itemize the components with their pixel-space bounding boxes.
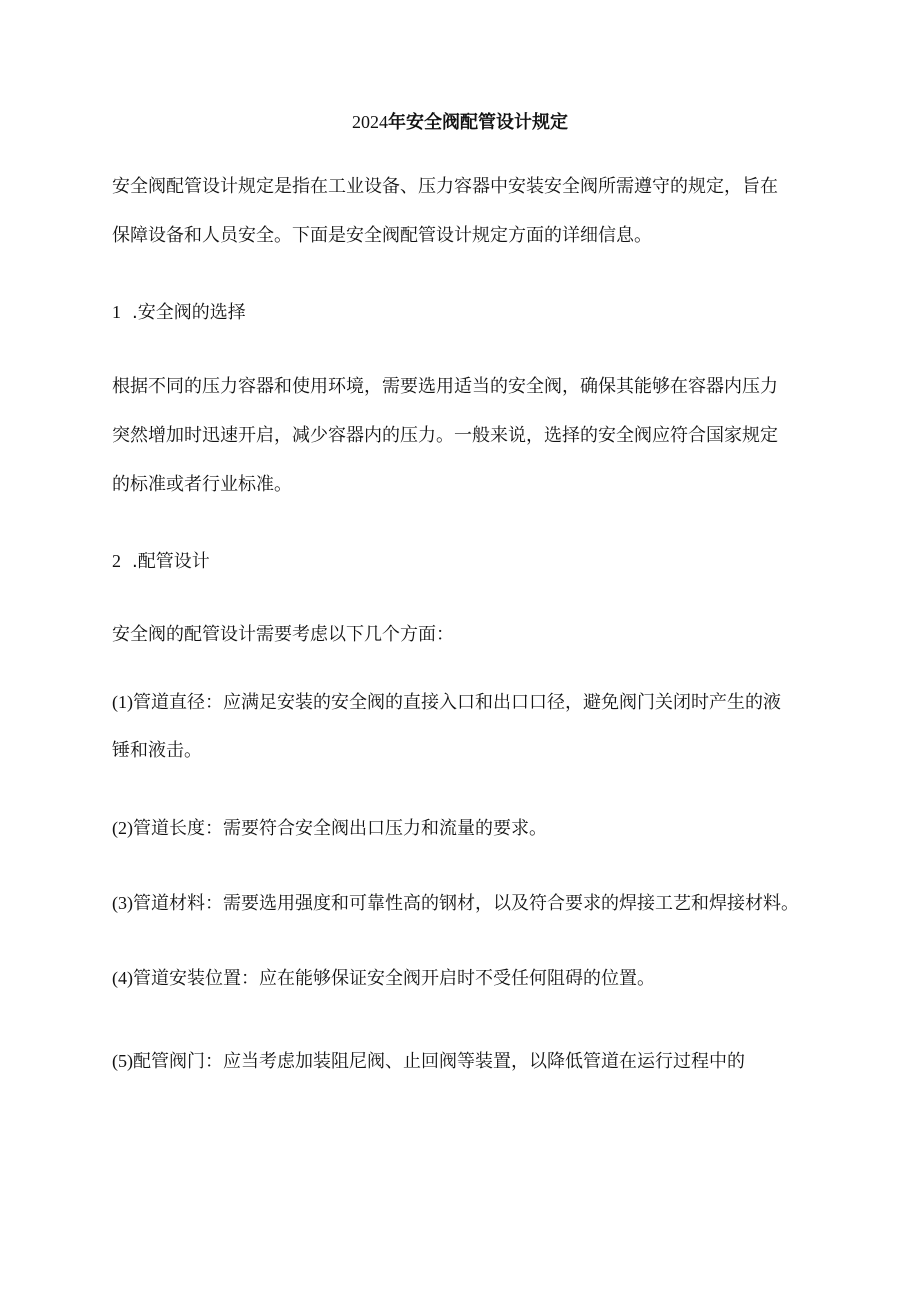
item-text: 管道材料：需要选用强度和可靠性高的钢材，以及符合要求的焊接工艺和焊接材料。 bbox=[133, 893, 799, 914]
item-label: (5) bbox=[112, 1051, 133, 1071]
section-2-intro bbox=[112, 620, 812, 650]
list-item bbox=[112, 687, 812, 766]
item-text: 管道安装位置：应在能够保证安全阀开启时不受任何阻碍的位置。 bbox=[133, 968, 655, 989]
item-text: 管道直径：应满足安装的安全阀的直接入口和出口口径，避免阀门关闭时产生的液 bbox=[133, 692, 781, 713]
item-label: (3) bbox=[112, 893, 133, 913]
list-item bbox=[112, 963, 812, 993]
section-2-intro-line: 安全阀的配管设计需要考虑以下几个方面： bbox=[112, 624, 454, 645]
item-text: 配管阀门：应当考虑加装阻尼阀、止回阀等装置，以降低管道在运行过程中的 bbox=[133, 1051, 745, 1072]
section-1-paragraph bbox=[112, 372, 812, 500]
section-1-number: 1 bbox=[112, 302, 121, 322]
section-1-title: .安全阀的选择 bbox=[132, 302, 246, 323]
intro-line: 保障设备和人员安全。下面是安全阀配管设计规定方面的详细信息。 bbox=[112, 225, 652, 246]
section-2-heading bbox=[112, 546, 812, 576]
section-1-heading bbox=[112, 297, 812, 327]
title-year: 2024 bbox=[352, 112, 388, 132]
list-item bbox=[112, 813, 812, 843]
title-text: 年安全阀配管设计规定 bbox=[388, 112, 568, 133]
list-item bbox=[112, 888, 812, 918]
list-item bbox=[112, 1046, 812, 1076]
section-1-line: 根据不同的压力容器和使用环境，需要选用适当的安全阀，确保其能够在容器内压力 bbox=[112, 376, 778, 397]
item-label: (4) bbox=[112, 968, 133, 988]
item-text: 管道长度：需要符合安全阀出口压力和流量的要求。 bbox=[133, 818, 547, 839]
section-2-number: 2 bbox=[112, 551, 121, 571]
item-label: (1) bbox=[112, 692, 133, 712]
section-1-line: 突然增加时迅速开启，减少容器内的压力。一般来说，选择的安全阀应符合国家规定 bbox=[112, 425, 778, 446]
document-title bbox=[0, 108, 920, 137]
item-label: (2) bbox=[112, 818, 133, 838]
section-2-title: .配管设计 bbox=[132, 551, 210, 572]
intro-line: 安全阀配管设计规定是指在工业设备、压力容器中安装安全阀所需遵守的规定，旨在 bbox=[112, 176, 778, 197]
section-1-line: 的标准或者行业标准。 bbox=[112, 474, 292, 495]
item-text: 锤和液击。 bbox=[112, 740, 202, 761]
intro-paragraph bbox=[112, 172, 812, 251]
